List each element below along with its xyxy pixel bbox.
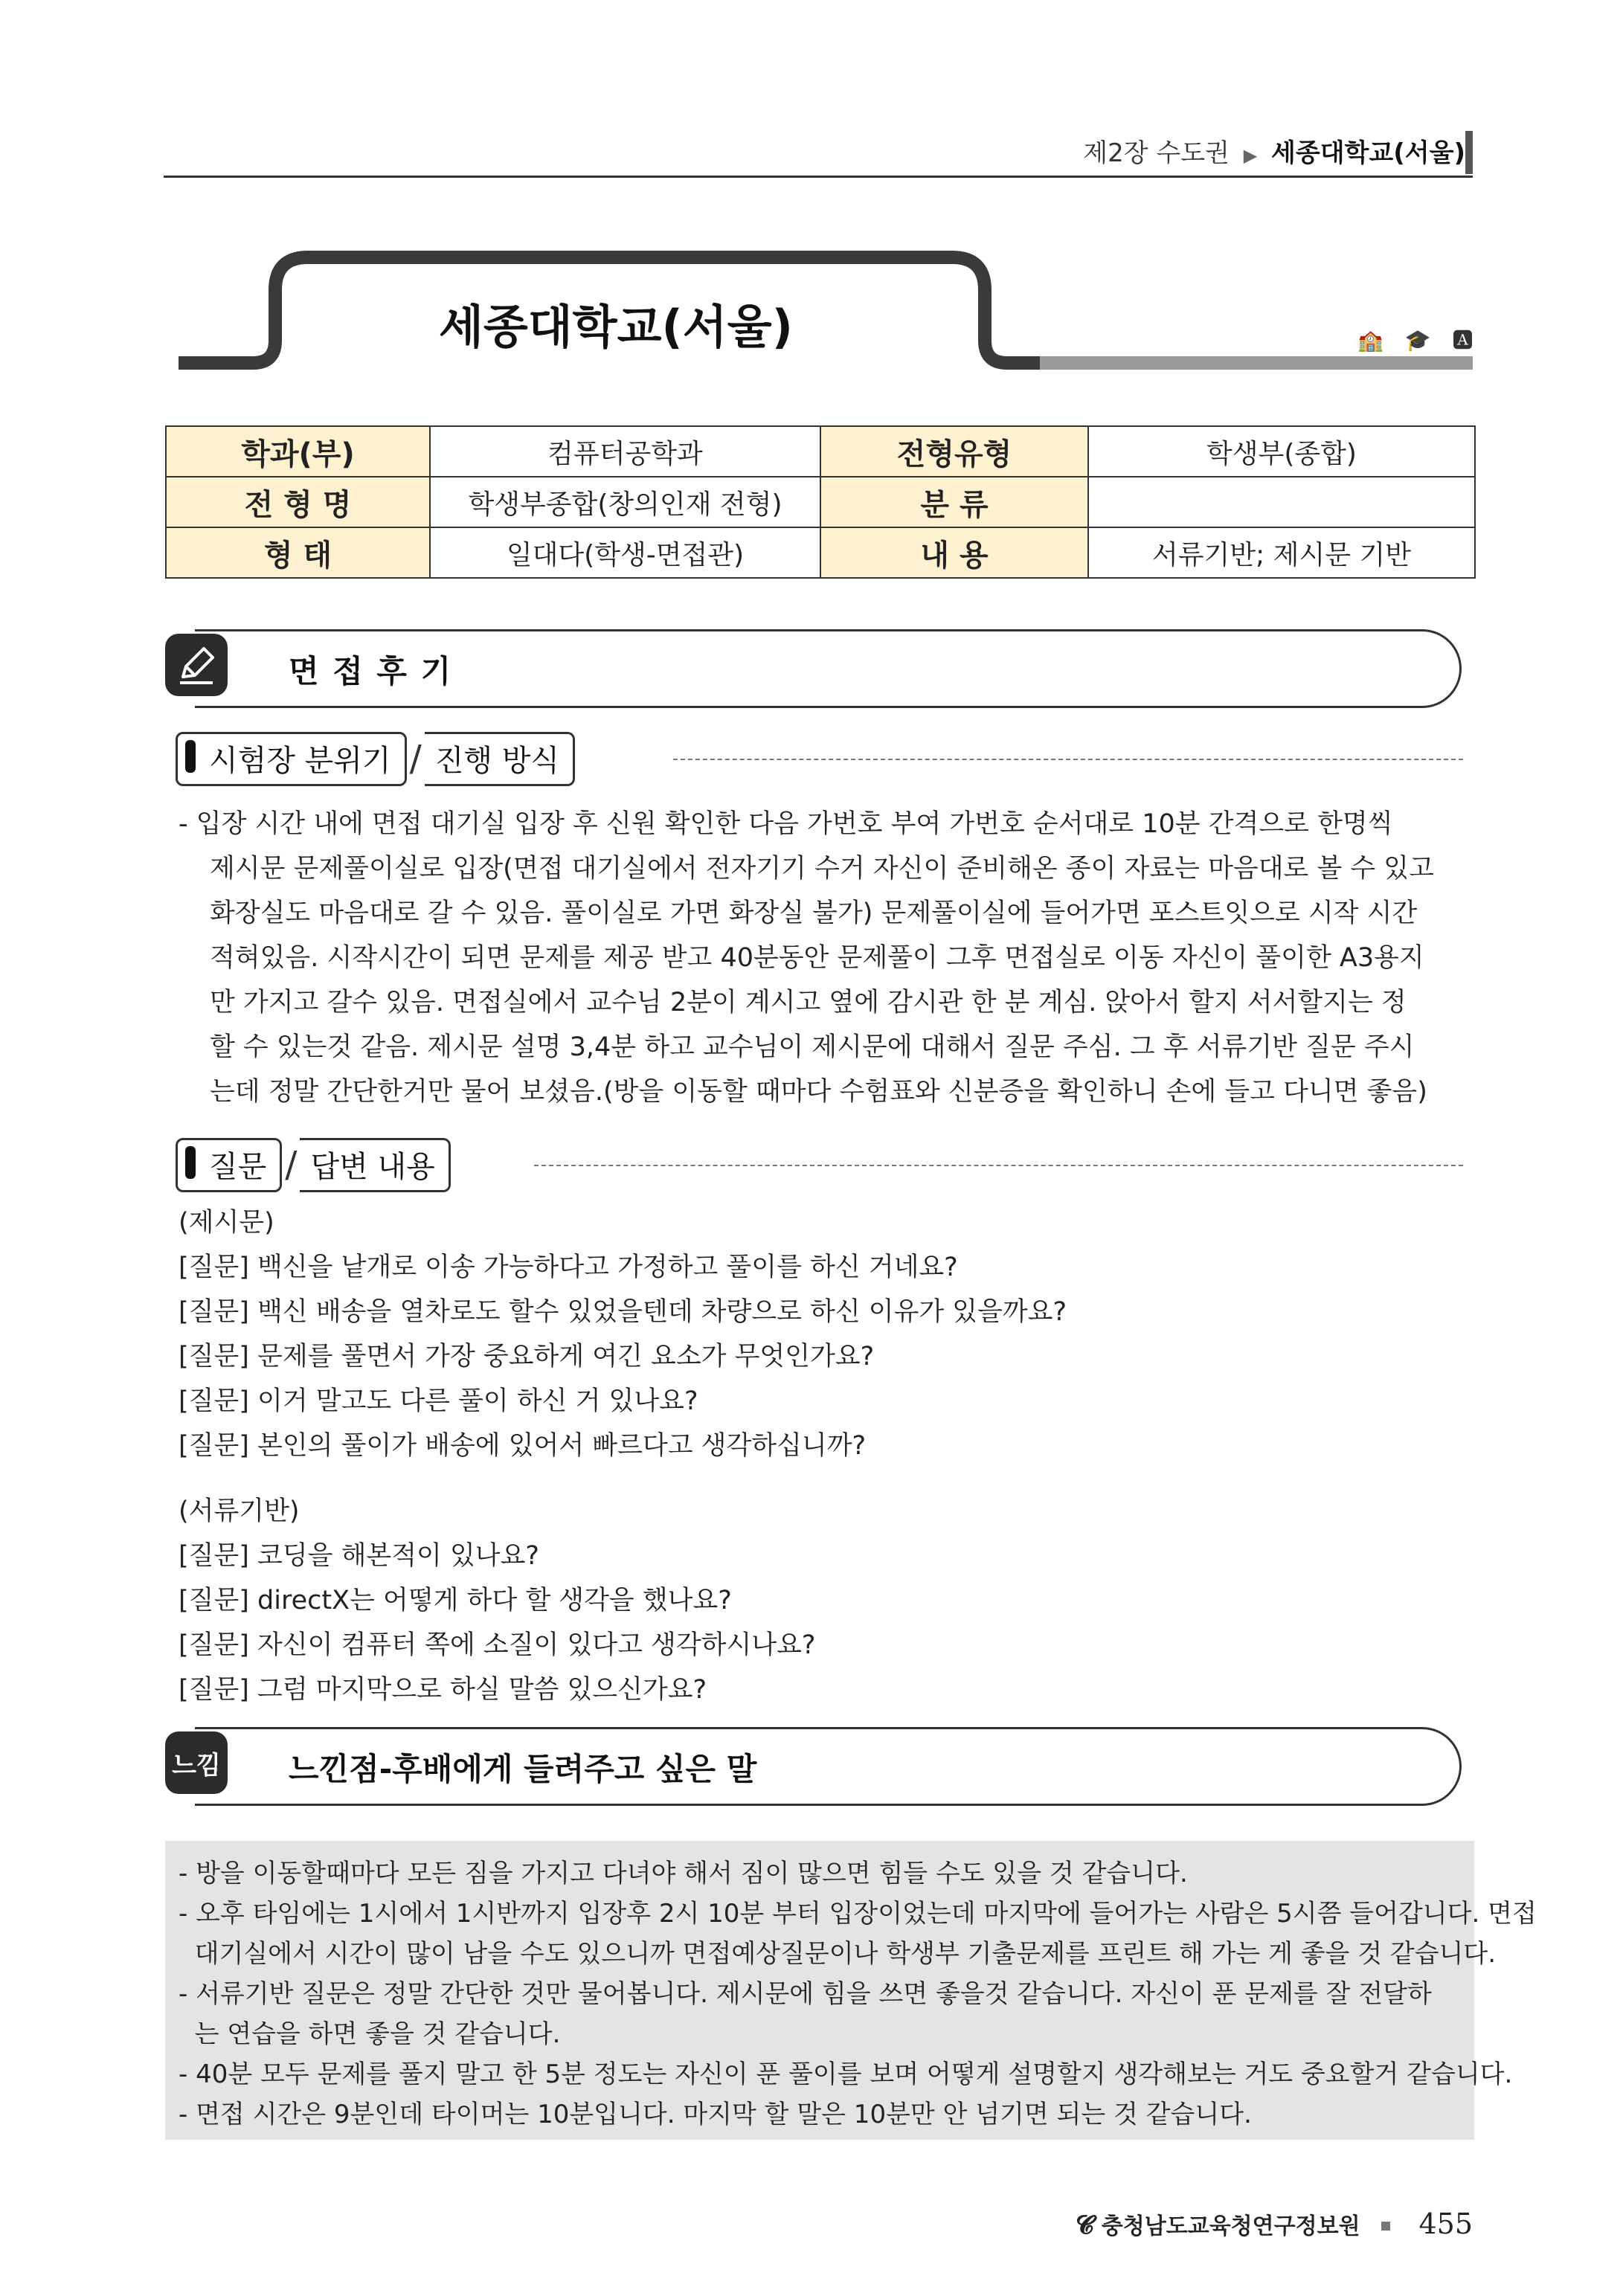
table-cell: 학생부(종합) [1088,426,1475,477]
section-title-interview: 면 접 후 기 [289,653,453,689]
list-item: - 면접 시간은 9분인데 타이머는 10분입니다. 마지막 할 말은 10분만 안 넘기면 되는 것 같습니다. [179,2100,1252,2129]
page-footer [1076,2207,1473,2240]
text-line: 는데 정말 간단한거만 물어 보셨음.(방을 이동할 때마다 수험표와 신분증을 확인하니 손에 들고 다니면 좋음) [210,1077,1427,1107]
text-line: 제시문 문제풀이실로 입장(면접 대기실에서 전자기기 수거 자신이 준비해온 종이 자료는 마음대로 볼 수 있고 [210,854,1434,884]
list-item: [질문] 문제를 풀면서 가장 중요하게 여긴 요소가 무엇인가요? [179,1342,875,1372]
text-line: 만 가지고 갈수 있음. 면접실에서 교수님 2분이 계시고 옆에 감시관 한 분 계심. 앉아서 할지 서서할지는 정 [210,988,1407,1017]
header-bar [1465,131,1473,174]
table-cell: 형 태 [166,527,430,578]
page-title: 세종대학교(서울) [439,300,793,354]
list-item: - 방을 이동할때마다 모든 짐을 가지고 다녀야 해서 짐이 많으면 힘들 수도 있을 것 같습니다. [179,1859,1188,1888]
table-cell: 서류기반; 제시문 기반 [1088,527,1475,578]
chapter-label: 제2장 수도권 [1083,138,1230,168]
list-item: [질문] 이거 말고도 다른 풀이 하신 거 있나요? [179,1386,698,1416]
list-item: [질문] 백신을 낱개로 이송 가능하다고 가정하고 풀이를 하신 거네요? [179,1252,958,1282]
feeling-badge-icon: 느낌 [165,1731,228,1794]
group-label: (제시문) [179,1208,274,1238]
school-icons: 🏫 🎓 🅰 [1357,328,1481,353]
subsection-tag-questions: 질문 / 답변 내용 [176,1138,451,1192]
list-item: 대기실에서 시간이 많이 남을 수도 있으니까 면접예상질문이나 학생부 기출문제를 프린트 해 가는 게 좋을 것 같습니다. [179,1939,1497,1969]
triangle-right-icon: ▶ [1243,145,1258,166]
page-number: 455 [1418,2207,1473,2240]
school-label: 세종대학교(서울) [1271,138,1465,168]
dashed-divider [534,1165,1463,1166]
question-list-passage [179,1200,1067,1468]
list-item: [질문] 코딩을 해본적이 있나요? [179,1541,539,1571]
tag-label: 시험장 분위기 [209,744,391,778]
table-cell: 학생부종합(창의인재 전형) [430,477,820,527]
list-item: [질문] 그럼 마지막으로 하실 말씀 있으신가요? [179,1675,707,1705]
header-rule [164,176,1473,178]
tag-label: 답변 내용 [300,1138,450,1192]
table-cell: 전형유형 [820,426,1088,477]
table-cell [1088,477,1475,527]
advice-list [179,1853,1537,2135]
group-label: (서류기반) [179,1496,300,1526]
table-cell: 일대다(학생-면접관) [430,527,820,578]
text-line: - 입장 시간 내에 면접 대기실 입장 후 신원 확인한 다음 가번호 부여 가번호 순서대로 10분 간격으로 한명씩 [179,809,1393,839]
table-cell: 전 형 명 [166,477,430,527]
list-item: - 서류기반 질문은 정말 간단한 것만 물어봅니다. 제시문에 힘을 쓰면 좋을것 같습니다. 자신이 푼 문제를 잘 전달하 [179,1979,1432,2009]
running-header [1083,132,1465,169]
table-cell: 내 용 [820,527,1088,578]
text-line: 할 수 있는것 같음. 제시문 설명 3,4분 하고 교수님이 제시문에 대해서 질문 주심. 그 후 서류기반 질문 주시 [210,1032,1415,1062]
list-item: 는 연습을 하면 좋을 것 같습니다. [179,2019,561,2049]
list-item: [질문] 백신 배송을 열차로도 할수 있었을텐데 차량으로 하신 이유가 있을까요? [179,1297,1067,1327]
pencil-icon [165,634,228,696]
title-frame [171,245,1480,372]
table-row [166,426,1475,477]
tag-label: 진행 방식 [425,732,575,786]
question-list-documents [179,1489,815,1712]
square-bullet-icon [1381,2222,1390,2231]
table-cell: 분 류 [820,477,1088,527]
list-item: [질문] directX는 어떻게 하다 할 생각을 했나요? [179,1586,732,1615]
list-item: [질문] 자신이 컴퓨터 쪽에 소질이 있다고 생각하시나요? [179,1630,816,1660]
section-title-advice: 느낀점-후배에게 들려주고 싶은 말 [289,1751,757,1787]
table-cell: 컴퓨터공학과 [430,426,820,477]
org-name: 충청남도교육청연구정보원 [1101,2213,1360,2239]
list-item: [질문] 본인의 풀이가 배송에 있어서 빠르다고 생각하십니까? [179,1431,867,1461]
list-item: - 오후 타임에는 1시에서 1시반까지 입장후 2시 10분 부터 입장이었는데 마지막에 들어가는 사람은 5시쯤 들어갑니다. 면접 [179,1899,1537,1929]
process-description [179,802,1465,1114]
table-row [166,477,1475,527]
table-cell: 학과(부) [166,426,430,477]
dashed-divider [673,759,1463,760]
text-line: 화장실도 마음대로 갈 수 있음. 풀이실로 가면 화장실 불가) 문제풀이실에 들어가면 포스트잇으로 시작 시간 [210,898,1418,928]
table-row [166,527,1475,578]
org-logo-icon: 𝓒 [1076,2210,1094,2240]
list-item: - 40분 모두 문제를 풀지 말고 한 5분 정도는 자신이 푼 풀이를 보며 어떻게 설명할지 생각해보는 거도 중요할거 같습니다. [179,2059,1513,2089]
tag-label: 질문 [209,1150,267,1184]
info-table [165,425,1476,579]
text-line: 적혀있음. 시작시간이 되면 문제를 제공 받고 40분동안 문제풀이 그후 면접실로 이동 자신이 풀이한 A3용지 [210,943,1424,973]
subsection-tag-atmosphere: 시험장 분위기 / 진행 방식 [176,732,575,786]
